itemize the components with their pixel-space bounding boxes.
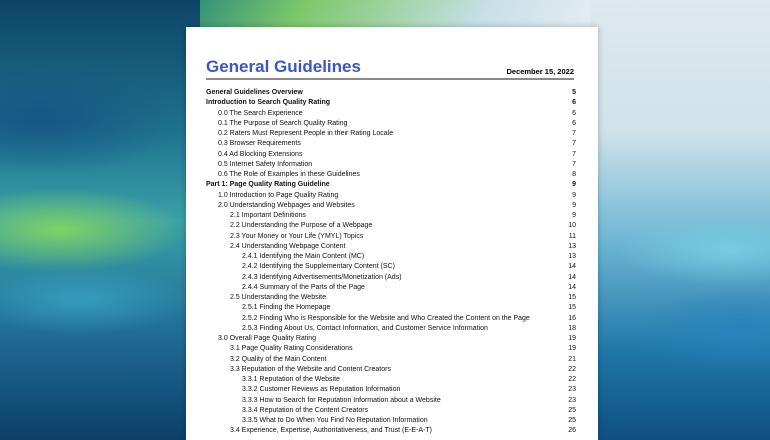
toc-entry[interactable] xyxy=(206,160,576,170)
toc-entry-label: 3.0 Overall Page Quality Rating xyxy=(218,335,317,342)
toc-entry-page: 25 xyxy=(568,406,576,414)
toc-entry-label: 2.5.1 Finding the Homepage xyxy=(242,304,331,312)
toc-entry-page: 9 xyxy=(572,191,576,199)
toc-entry-label: 2.1 Important Definitions xyxy=(230,212,306,219)
toc-entry[interactable] xyxy=(206,375,576,385)
toc-entry[interactable] xyxy=(206,324,576,334)
background-right xyxy=(590,0,770,440)
toc-entry-page: 10 xyxy=(568,222,576,230)
toc-entry-label: Part 1: Page Quality Rating Guideline xyxy=(206,181,330,189)
toc-entry[interactable] xyxy=(206,119,576,129)
toc-entry[interactable] xyxy=(206,416,576,426)
toc-entry[interactable] xyxy=(206,262,576,272)
toc-entry-page: 15 xyxy=(568,304,576,312)
toc-entry-label: 2.4.3 Identifying Advertisements/Monetization (Ads) xyxy=(242,273,402,281)
toc-entry-page: 9 xyxy=(572,212,576,219)
toc-entry-page: 5 xyxy=(572,89,576,96)
toc-entry-label: 2.2 Understanding the Purpose of a Webpage xyxy=(230,222,373,230)
toc-entry-page: 9 xyxy=(572,181,576,189)
toc-entry-page: 11 xyxy=(568,232,576,240)
toc-entry[interactable] xyxy=(206,98,576,108)
toc-entry-label: 2.4.4 Summary of the Parts of the Page xyxy=(242,283,365,291)
toc-entry-label: 0.0 The Search Experience xyxy=(218,109,303,117)
toc-entry-page: 26 xyxy=(568,427,576,435)
toc-entry-page: 15 xyxy=(568,294,576,301)
toc-entry-label: 2.4.1 Identifying the Main Content (MC) xyxy=(242,253,365,260)
toc-entry-page: 13 xyxy=(568,242,576,250)
toc-entry[interactable] xyxy=(206,109,576,119)
toc-entry-page: 21 xyxy=(568,355,576,363)
toc-entry-page: 7 xyxy=(572,150,576,158)
toc-entry-page: 7 xyxy=(572,160,576,168)
toc-entry-label: 3.3.4 Reputation of the Content Creators xyxy=(242,406,369,414)
toc-entry-label: General Guidelines Overview xyxy=(206,89,303,96)
toc-entry[interactable] xyxy=(206,232,576,242)
toc-entry-label: 3.3.5 What to Do When You Find No Reputation Information xyxy=(242,417,428,424)
toc-entry[interactable] xyxy=(206,242,576,252)
toc-entry[interactable] xyxy=(206,396,576,406)
toc-entry-label: 2.4 Understanding Webpage Content xyxy=(230,242,346,250)
toc-entry[interactable] xyxy=(206,201,576,211)
toc-entry-label: 0.5 Internet Safety Information xyxy=(218,160,313,168)
toc-entry-page: 13 xyxy=(568,253,576,260)
toc-entry-page: 6 xyxy=(572,119,576,127)
toc-entry-label: 0.4 Ad Blocking Extensions xyxy=(218,150,303,158)
toc-entry-page: 22 xyxy=(568,365,576,373)
toc-entry-page: 23 xyxy=(568,396,576,404)
toc-entry[interactable] xyxy=(206,191,576,201)
toc-entry[interactable] xyxy=(206,180,576,190)
toc-entry[interactable] xyxy=(206,385,576,395)
toc-entry-page: 14 xyxy=(568,283,576,291)
toc-entry[interactable] xyxy=(206,88,576,98)
toc-entry-page: 8 xyxy=(572,171,576,178)
toc-entry-page: 19 xyxy=(568,345,576,353)
toc-entry-page: 7 xyxy=(572,130,576,137)
toc-entry-label: 3.3 Reputation of the Website and Content Creators xyxy=(230,365,391,373)
toc-entry-page: 23 xyxy=(568,386,576,394)
toc-entry[interactable] xyxy=(206,344,576,354)
background-left xyxy=(0,0,200,440)
toc-entry-page: 6 xyxy=(572,99,576,107)
toc-entry[interactable] xyxy=(206,314,576,324)
toc-entry-label: 2.5 Understanding the Website xyxy=(230,294,326,301)
toc-entry[interactable] xyxy=(206,334,576,344)
document-date: December 15, 2022 xyxy=(506,67,574,76)
toc-entry[interactable] xyxy=(206,273,576,283)
toc-entry-label: 0.3 Browser Requirements xyxy=(218,140,301,148)
toc-entry-label: 2.5.3 Finding About Us, Contact Information, and Customer Service Information xyxy=(242,324,488,332)
toc-entry-page: 25 xyxy=(568,417,576,424)
toc-entry[interactable] xyxy=(206,365,576,375)
toc-entry-page: 19 xyxy=(568,335,576,342)
toc-entry[interactable] xyxy=(206,129,576,139)
toc-entry-page: 18 xyxy=(568,324,576,332)
toc-entry-page: 14 xyxy=(568,273,576,281)
toc-entry[interactable] xyxy=(206,221,576,231)
document-title: General Guidelines xyxy=(206,57,361,76)
toc-entry-label: 3.3.1 Reputation of the Website xyxy=(242,376,340,383)
toc-entry-label: 2.4.2 Identifying the Supplementary Content (SC) xyxy=(242,263,395,271)
toc-entry-label: 2.0 Understanding Webpages and Websites xyxy=(218,201,355,209)
toc-entry[interactable] xyxy=(206,303,576,313)
toc-entry[interactable] xyxy=(206,139,576,149)
toc-entry[interactable] xyxy=(206,355,576,365)
toc-entry-label: 3.2 Quality of the Main Content xyxy=(230,355,327,363)
toc-entry-label: 0.2 Raters Must Represent People in their Rating Locale xyxy=(218,130,394,137)
toc-entry-label: 0.6 The Role of Examples in these Guidelines xyxy=(218,171,360,178)
toc-entry[interactable] xyxy=(206,170,576,180)
toc-entry-label: 3.1 Page Quality Rating Considerations xyxy=(230,345,353,353)
toc-entry[interactable] xyxy=(206,406,576,416)
toc-entry-label: 3.4 Experience, Expertise, Authoritativeness, and Trust (E-E-A-T) xyxy=(230,427,432,435)
toc-entry-label: 2.5.2 Finding Who is Responsible for the Website and Who Created the Content on the Page xyxy=(242,314,530,322)
document-header xyxy=(206,58,574,80)
toc-entry-page: 7 xyxy=(572,140,576,148)
toc-entry-label: Introduction to Search Quality Rating xyxy=(206,99,331,107)
toc-entry-label: 3.3.2 Customer Reviews as Reputation Information xyxy=(242,386,401,394)
toc-entry-label: 2.3 Your Money or Your Life (YMYL) Topics xyxy=(230,232,364,240)
toc-entry[interactable] xyxy=(206,150,576,160)
toc-entry-page: 6 xyxy=(572,109,576,117)
toc-entry-page: 22 xyxy=(568,376,576,383)
toc-entry-label: 0.1 The Purpose of Search Quality Rating xyxy=(218,119,348,127)
toc-entry[interactable] xyxy=(206,283,576,293)
toc-entry[interactable] xyxy=(206,252,576,262)
toc-entry[interactable] xyxy=(206,426,576,436)
toc-entry-page: 16 xyxy=(568,314,576,322)
toc-entry-label: 1.0 Introduction to Page Quality Rating xyxy=(218,191,339,199)
toc-entry-page: 9 xyxy=(572,201,576,209)
table-of-contents xyxy=(206,88,576,437)
toc-entry-label: 3.3.3 How to Search for Reputation Information about a Website xyxy=(242,396,441,404)
toc-entry-page: 14 xyxy=(568,263,576,271)
document-page xyxy=(186,27,598,440)
toc-entry[interactable] xyxy=(206,293,576,303)
toc-entry[interactable] xyxy=(206,211,576,221)
